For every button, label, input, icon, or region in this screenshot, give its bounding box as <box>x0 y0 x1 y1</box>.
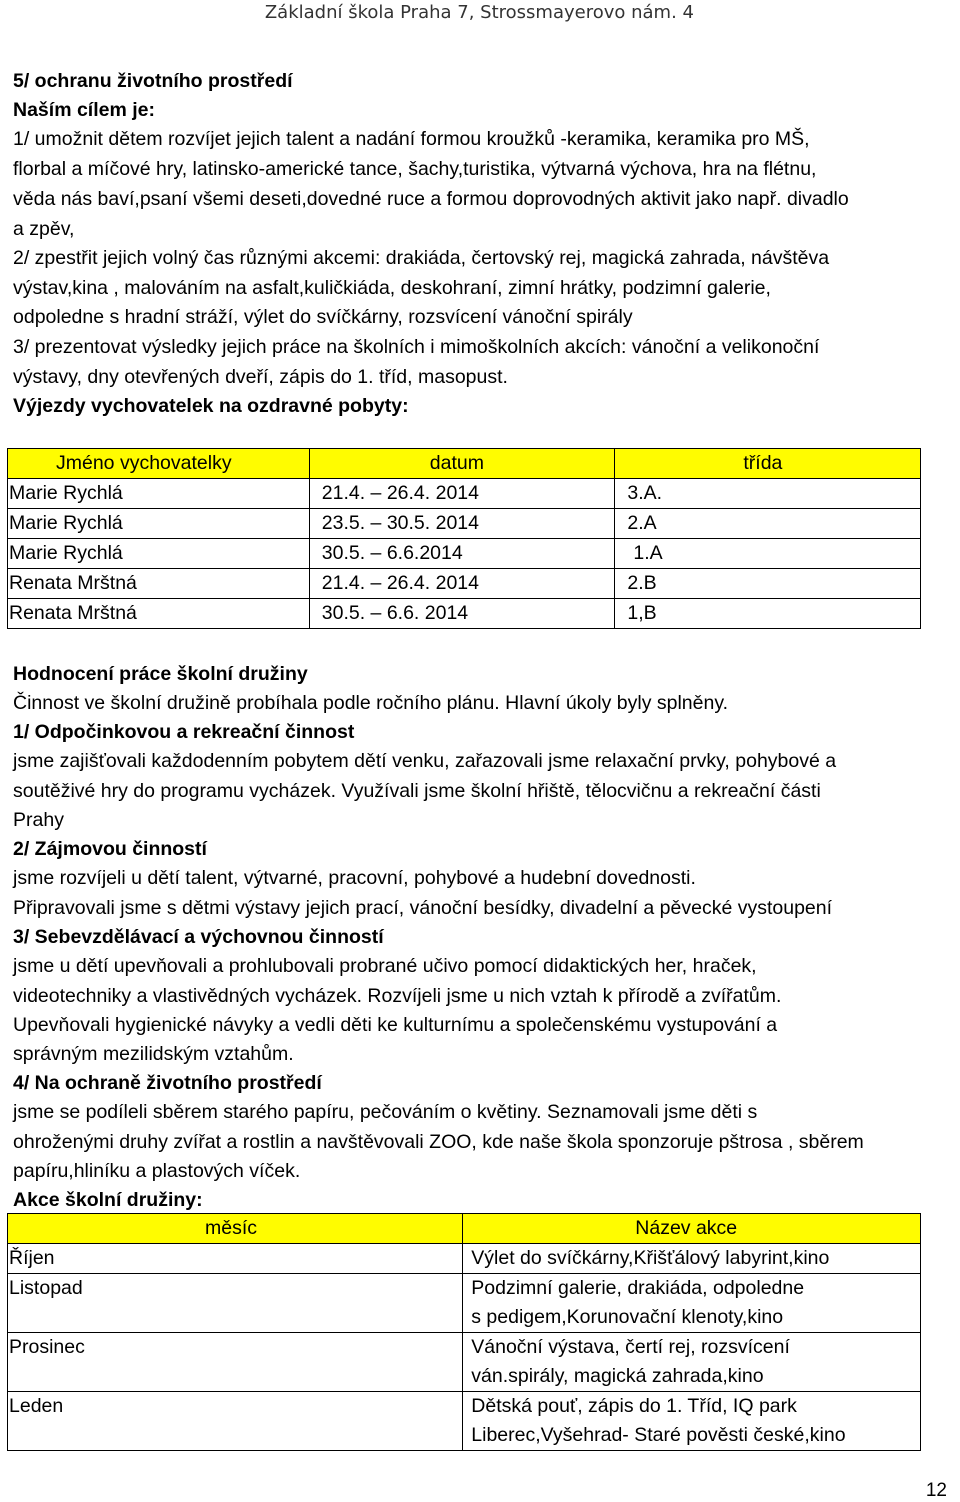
subheading: 1/ Odpočinkovou a rekreační činnost <box>13 721 355 743</box>
review-title: Hodnocení práce školní družiny <box>13 663 308 685</box>
cell-action-line: Vánoční výstava, čertí rej, rozsvícení <box>471 1336 790 1358</box>
paragraph-line: a zpěv, <box>13 218 75 240</box>
column-header: měsíc <box>8 1214 463 1244</box>
actions-heading: Akce školní družiny: <box>13 1189 203 1211</box>
table-row <box>8 1333 921 1392</box>
subheading: 3/ Sebevzdělávací a výchovnou činností <box>13 926 384 948</box>
cell-date: 21.4. – 26.4. 2014 <box>309 479 615 509</box>
cell-class: 2.A <box>615 509 921 539</box>
paragraph-line: věda nás baví,psaní všemi deseti,dovedné ruce a formou doprovodných aktivit jako např. divadlo <box>13 188 849 210</box>
paragraph-line: ohroženými druhy zvířat a rostlin a navštěvovali ZOO, kde naše škola sponzoruje pštrosa , sběrem <box>13 1131 864 1153</box>
paragraph-line: Prahy <box>13 809 64 831</box>
cell-name: Marie Rychlá <box>8 509 310 539</box>
paragraph-line: odpoledne s hradní stráží, výlet do svíčkárny, rozsvícení vánoční spirály <box>13 306 633 328</box>
paragraph-line: jsme se podíleli sběrem starého papíru, pečováním o květiny. Seznamovali jsme děti s <box>13 1101 758 1123</box>
subheading: 2/ Zájmovou činností <box>13 838 207 860</box>
table-header-row <box>8 1214 921 1244</box>
table-row <box>8 509 921 539</box>
column-header: Název akce <box>463 1214 921 1244</box>
paragraph-line: 1/ umožnit dětem rozvíjet jejich talent a nadání formou kroužků -keramika, keramika pro MŠ, <box>13 128 810 150</box>
paragraph-line: správným mezilidským vztahům. <box>13 1043 294 1065</box>
paragraph-line: 3/ prezentovat výsledky jejich práce na školních i mimoškolních akcích: vánoční a velikonoční <box>13 336 820 358</box>
cell-month: Prosinec <box>8 1333 463 1392</box>
table-row <box>8 599 921 629</box>
cell-name: Renata Mrštná <box>8 599 310 629</box>
cell-month: Leden <box>8 1392 463 1451</box>
goal-heading: Naším cílem je: <box>13 99 155 121</box>
table-row <box>8 539 921 569</box>
table-row <box>8 1274 921 1333</box>
cell-name: Marie Rychlá <box>8 539 310 569</box>
cell-class: 1,B <box>615 599 921 629</box>
cell-month: Říjen <box>8 1244 463 1274</box>
paragraph-line: jsme u dětí upevňovali a prohlubovali probrané učivo pomocí didaktických her, hraček, <box>13 955 757 977</box>
subheading: 4/ Na ochraně životního prostředí <box>13 1072 322 1094</box>
cell-date: 30.5. – 6.6.2014 <box>309 539 615 569</box>
cell-action <box>463 1392 921 1451</box>
page-header: Základní škola Praha 7, Strossmayerovo nám. 4 <box>264 2 694 23</box>
column-header: třída <box>615 449 921 479</box>
table-row <box>8 479 921 509</box>
paragraph-line: jsme zajišťovali každodenním pobytem dětí venku, zařazovali jsme relaxační prvky, pohybové a <box>13 750 837 772</box>
trips-heading: Výjezdy vychovatelek na ozdravné pobyty: <box>13 395 409 417</box>
paragraph-line: videotechniky a vlastivědných vycházek. Rozvíjeli jsme u nich vztah k přírodě a zvířatům. <box>13 985 782 1007</box>
trips-table <box>7 448 921 629</box>
cell-action-line: Podzimní galerie, drakiáda, odpoledne <box>471 1277 805 1299</box>
paragraph-line: Činnost ve školní družině probíhala podle ročního plánu. Hlavní úkoly byly splněny. <box>13 692 729 714</box>
paragraph-line: florbal a míčové hry, latinsko-americké tance, šachy,turistika, výtvarná výchova, hra na flétnu, <box>13 158 817 180</box>
cell-class: 3.A. <box>615 479 921 509</box>
cell-action-line: ván.spirály, magická zahrada,kino <box>471 1365 764 1387</box>
cell-action <box>463 1244 921 1274</box>
cell-name: Marie Rychlá <box>8 479 310 509</box>
table-header-row <box>8 449 921 479</box>
table-row <box>8 1392 921 1451</box>
cell-action-line: Liberec,Vyšehrad- Staré pověsti české,kino <box>471 1424 846 1446</box>
paragraph-line: papíru,hliníku a plastových víček. <box>13 1160 301 1182</box>
cell-action-line: s pedigem,Korunovační klenoty,kino <box>471 1306 784 1328</box>
cell-date: 23.5. – 30.5. 2014 <box>309 509 615 539</box>
paragraph-line: soutěživé hry do programu vycházek. Využívali jsme školní hřiště, tělocvičnu a rekreační části <box>13 780 821 802</box>
cell-date: 21.4. – 26.4. 2014 <box>309 569 615 599</box>
paragraph-line: výstavy, dny otevřených dveří, zápis do 1. tříd, masopust. <box>13 366 508 388</box>
cell-action <box>463 1274 921 1333</box>
table-row <box>8 569 921 599</box>
cell-name: Renata Mrštná <box>8 569 310 599</box>
paragraph-line: 2/ zpestřit jejich volný čas různými akcemi: drakiáda, čertovský rej, magická zahrada, návštěva <box>13 247 830 269</box>
cell-action <box>463 1333 921 1392</box>
cell-date: 30.5. – 6.6. 2014 <box>309 599 615 629</box>
column-header: datum <box>309 449 615 479</box>
paragraph-line: výstav,kina , malováním na asfalt,kuličkiáda, deskohraní, zimní hrátky, podzimní galerie, <box>13 277 771 299</box>
cell-class: 1.A <box>615 539 921 569</box>
section-heading: 5/ ochranu životního prostředí <box>13 70 293 92</box>
paragraph-line: jsme rozvíjeli u dětí talent, výtvarné, pracovní, pohybové a hudební dovednosti. <box>13 867 696 889</box>
cell-action-line: Dětská pouť, zápis do 1. Tříd, IQ park <box>471 1395 797 1417</box>
cell-month: Listopad <box>8 1274 463 1333</box>
page-number: 12 <box>925 1480 947 1501</box>
paragraph-line: Připravovali jsme s dětmi výstavy jejich prací, vánoční besídky, divadelní a pěvecké vystoupení <box>13 897 833 919</box>
column-header: Jméno vychovatelky <box>8 449 310 479</box>
cell-action-line: Výlet do svíčkárny,Křišťálový labyrint,kino <box>471 1247 830 1269</box>
cell-class: 2.B <box>615 569 921 599</box>
table-row <box>8 1244 921 1274</box>
actions-table <box>7 1213 921 1451</box>
paragraph-line: Upevňovali hygienické návyky a vedli děti ke kulturnímu a společenskému vystupování a <box>13 1014 778 1036</box>
